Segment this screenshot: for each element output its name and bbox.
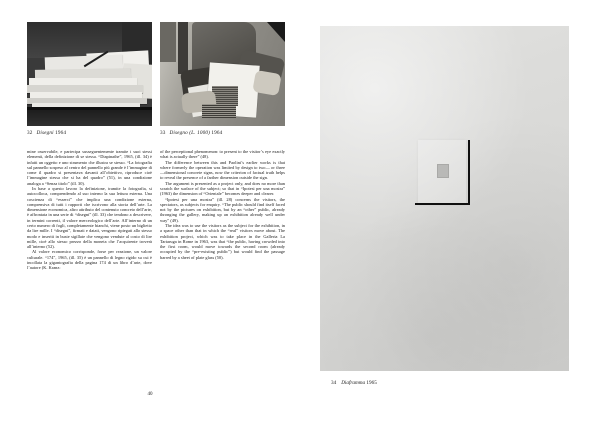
page-number: 40 — [147, 392, 153, 397]
paragraph: of the perceptional phenomenon: to present to the visitor’s eye exactly what is actually there” (48). — [160, 149, 285, 160]
plate-33-caption — [160, 130, 285, 137]
artwork-horizontal-mark — [415, 203, 470, 205]
paragraph: The argument is presented as a project only, and does no more than scratch the surface of the subject; so that in “Ipotesi per una mostra” (1963) the dimension of “Orientale” becomes deeper and clearer. — [160, 180, 285, 197]
plate-34-title: Diaframma — [341, 380, 366, 386]
plate-32-number: 32 — [27, 130, 33, 136]
column-italian — [27, 149, 152, 270]
plate-33-year: 1964 — [211, 130, 223, 136]
artwork-small-square — [437, 164, 449, 178]
paragraph: mine osservabile, e partecipa susseguentemente tramite i suoi stessi elementi, della definizione di se stessa. “Diapinathe”, 1965, (ill. 34) è infatti un oggetto e uno strumento che illustra se stesso. “La fotografia sul pannello sospeso al centro del pannello più grande è l’immagine di come il quadro si presentava davanti all’obiettivo, riproduce cioè l’immagine stessa che si ha del quadro” (51), in una condizione analoga a “Senza titolo” (ill. 30). — [27, 149, 152, 186]
plate-row — [27, 22, 285, 137]
paragraph: The idea was to use the visitors as the subject for the exhibition, in a space other than that in which the “real” visitors move about. The exhibition project, which was to take place in the Galleria La Tartaruga in Rome in 1963, was that “the public, having crowded into the first room, would move towards the second room (already occupied by the “pre-existing public”) but would find the passage barred by a sheet of plate glass (50). — [160, 222, 285, 260]
text-columns — [27, 149, 285, 270]
plate-33-number: 33 — [160, 130, 166, 136]
paragraph: In base a questo lavoro la definizione, tramite la fotografia, si autocolloca, comprendendo al suo interno la sua lettura esterna. Una coscienza di “esserci” che implica una condizione esterna, comprensiva di tutti i rapporti che iscrivono alla storia dell’arte. La dimensione economica, altro attributo del contenuto concreto dell’arte, è affrontata in una serie di “disegni” (ill. 33) che tendono a descrivere, in termini correnti, il valore merceologico dell’arte. All’interno di un certo numero di fogli, completamente bianchi, viene posto un biglietto da lire mille. I “disegni”, firmati e datati, vengono ripiegati allo stesso modo e inseriti in buste sigillate che vengono vendute al costo di lire mille, cioè allo stesso prezzo della moneta che l’acquirente troverà all’interno (52). — [27, 185, 152, 250]
right-page — [300, 0, 600, 424]
column-english — [160, 149, 285, 270]
plate-33 — [160, 22, 285, 137]
plate-33-image — [160, 22, 285, 126]
paragraph: The difference between this and Paolini’s earlier works is that where formerly the operation was limited by design to two— or three—dimensional concrete signs, now the criterion of factual truth helps to reveal the presence of a farther dimension outside the sign. — [160, 159, 285, 181]
artwork-vertical-mark — [468, 140, 470, 205]
plate-32-image — [27, 22, 152, 126]
plate-34-caption — [331, 380, 377, 387]
plate-34-image — [320, 26, 569, 371]
plate-33-title: Disegno (L. 1000) — [169, 130, 210, 136]
plate-32-caption — [27, 130, 152, 137]
paragraph: Al valore economico corrisponde, forse per reazione, un valore culturale. “174”, 1965, (ill. 35) è un pannello di legno rigido su cui è incollata la gigantografia della pagina 174 di un libro d’arte, dove l’autore (K. Kranz: — [27, 249, 152, 271]
paragraph: “Ipotesi per una mostra” (ill. 28) concerns the visitors, the spectators, as subjects for enquiry. “The public should find itself faced not by the pictures on exhibition, but by an “other” public, already thronging the gallery, making up an exhibition already well under way” (49). — [160, 196, 285, 223]
plate-32-year: 1964 — [55, 130, 67, 136]
plate-34-year: 1965 — [366, 380, 377, 386]
plate-34-number: 34 — [331, 380, 337, 386]
plate-32 — [27, 22, 152, 137]
plate-32-title: Disegni — [36, 130, 54, 136]
